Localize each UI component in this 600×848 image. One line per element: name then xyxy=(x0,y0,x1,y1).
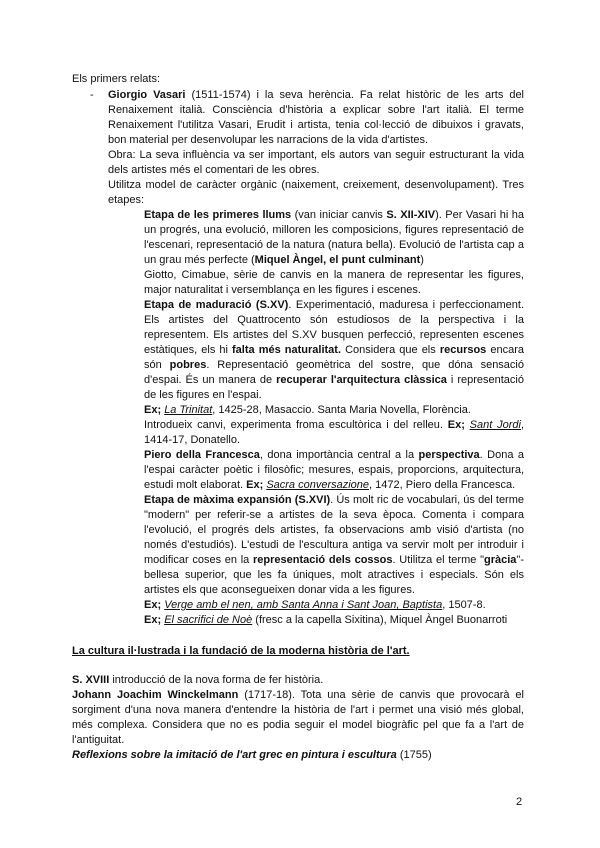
etapa1-line-4: un grau més perfecte (Miquel Àngel, el punt culminant) xyxy=(144,254,424,266)
work-sacrifici-de-noe: El sacrifici de Noè xyxy=(164,614,253,626)
piero-name: Piero della Francesca xyxy=(144,449,260,461)
winckelmann-name: Johann Joachim Winckelmann xyxy=(72,689,239,701)
work-sacra-conversazione: Sacra conversazione xyxy=(266,479,370,491)
piero-line-2: l'espai caràcter poètic i filosòfic; mesures, espais, proporcions, arquitectura, xyxy=(144,464,524,476)
etapa3-title: Etapa de màxima expansión (S.XVI) xyxy=(144,494,331,506)
winckelmann-line-4: l'antiguitat. xyxy=(72,734,125,746)
etapa3-line-4: només d'estudiós). L'estudi de l'escultura antiga va servir molt per introduir i xyxy=(144,539,524,551)
obra-line-2: dels artistes més el comentari de les obres. xyxy=(108,164,320,176)
etapa1-line-3: l'escenari, representació de la natura (natura bella). Evolució de l'artista cap a xyxy=(144,239,524,251)
etapa3-line-2: "modern" per referir-se a artistes de la seva època. Comenta i compara xyxy=(144,509,524,521)
model-line-1: Utilitza model de caràcter orgànic (naixement, creixement, desenvolupament). Tres xyxy=(108,179,524,191)
vasari-name: Giorgio Vasari xyxy=(108,89,186,101)
reflexions-title: Reflexions sobre la imitació de l'art grec en pintura i escultura (1755) xyxy=(72,749,432,761)
etapa2-line-3: representem. Els artistes del S.XV busquen perfecció, representen escenes xyxy=(144,329,524,341)
s18-line: S. XVIII introducció de la nova forma de fer història. xyxy=(72,674,324,686)
obra-line-1: Obra: La seva influència va ser important, els autors van seguir estructurant la vida xyxy=(108,149,524,161)
etapa2-line-5: són pobres. Representació geomètrica del sostre, que dóna sensació xyxy=(144,359,524,371)
etapa3-line-7: artistes els que aconsegueixen donar vida a les figures. xyxy=(144,584,415,596)
etapa2-intro-line-2: 1414-17, Donatello. xyxy=(144,434,241,446)
work-la-trinitat: La Trinitat xyxy=(164,404,213,416)
etapa3-line-5: modificar coses en la representació dels cossos. Utilitza el terme "gràcia"- xyxy=(144,554,524,566)
vasari-line-3: Renaixement l'utilitza Vasari, Erudit i artista, tenia col·lecció de dibuixos i gravats, xyxy=(108,119,524,131)
etapa2-example-trinitat: Ex; La Trinitat, 1425-28, Masaccio. Santa Maria Novella, Florència. xyxy=(144,404,471,416)
etapa1-title: Etapa de les primeres llums xyxy=(144,209,292,221)
work-verge-amb-el-nen: Verge amb el nen, amb Santa Anna i Sant Joan, Baptista xyxy=(164,599,443,611)
work-sant-jordi: Sant Jordi xyxy=(469,419,521,431)
etapa2-line-7: de les figures en l'espai. xyxy=(144,389,262,401)
section-heading: La cultura il·lustrada i la fundació de la moderna història de l'art. xyxy=(72,645,410,657)
etapa2-intro-line-1: Introdueix canvi, experimenta froma escultòrica i del relleu. Ex; Sant Jordi, xyxy=(144,419,524,431)
intro-text: Els primers relats: xyxy=(72,73,161,85)
etapa1-line-5: Giotto, Cimabue, sèrie de canvis en la manera de representar les figures, xyxy=(144,269,524,281)
etapa2-line-1: Etapa de maduració (S.XV). Experimentació, maduresa i perfeccionament. xyxy=(144,299,525,311)
etapa1-line-2: un progrés, una evolució, milloren les composicions, figures representació de xyxy=(144,224,524,236)
etapa1-line-6: major naturalitat i versemblança en les figures i escenes. xyxy=(144,284,421,296)
piero-line-3: estudi molt elaborat. Ex; Sacra conversazione, 1472, Piero della Francesca. xyxy=(144,479,516,491)
winckelmann-line-3: més complexa. Considera que no es podia seguir el model biogràfic pel que fa a l'art de xyxy=(72,719,524,731)
etapa2-line-2: Els artistes del Quattrocento són estudiosos de la perspectiva i la xyxy=(144,314,524,326)
etapa2-line-4: estàtiques, els hi falta més naturalitat. Considera que els recursos encara xyxy=(144,344,525,356)
model-line-2: etapes: xyxy=(108,194,145,206)
bullet-dash: - xyxy=(90,89,94,101)
etapa2-line-6: d'espai. És un manera de recuperar l'arquitectura clàssica i representació xyxy=(144,374,524,386)
etapa3-example-noe: Ex; El sacrifici de Noè (fresc a la capella Sixitina), Miquel Àngel Buonarroti xyxy=(144,614,508,626)
vasari-line-2: Renaixement italià. Consciència d'història a explicar sobre l'art italià. El terme xyxy=(108,104,524,116)
etapa3-example-verge: Ex; Verge amb el nen, amb Santa Anna i Sant Joan, Baptista, 1507-8. xyxy=(144,599,486,611)
etapa3-line-1: Etapa de màxima expansión (S.XVI). Ús molt ric de vocabulari, ús del terme xyxy=(144,494,524,506)
etapa2-title: Etapa de maduració (S.XV) xyxy=(144,299,289,311)
page-number: 2 xyxy=(516,796,523,808)
vasari-line-4: bon material per desenvolupar les narracions de la vida d'artistes. xyxy=(108,134,429,146)
piero-line-1: Piero della Francesca, dona importància central a la perspectiva. Dona a xyxy=(144,449,524,461)
etapa3-line-6: bellesa superior, que les fa úniques, molt atractives i especials. Són els xyxy=(144,569,524,581)
etapa3-line-3: l'evolució, el progrés dels artistes, fa observacions amb visió d'artista (no xyxy=(144,524,524,536)
winckelmann-line-1: Johann Joachim Winckelmann (1717-18). Tota una sèrie de canvis que provocarà el xyxy=(72,689,524,701)
vasari-line-1: Giorgio Vasari (1511-1574) i la seva herència. Fa relat històric de les arts del xyxy=(108,89,525,101)
etapa1-line-1: Etapa de les primeres llums (van iniciar canvis S. XII-XIV). Per Vasari hi ha xyxy=(144,209,524,221)
winckelmann-line-2: sorgiment d'una nova manera d'entendre la història de l'art i permet una visió més global, xyxy=(72,704,524,716)
